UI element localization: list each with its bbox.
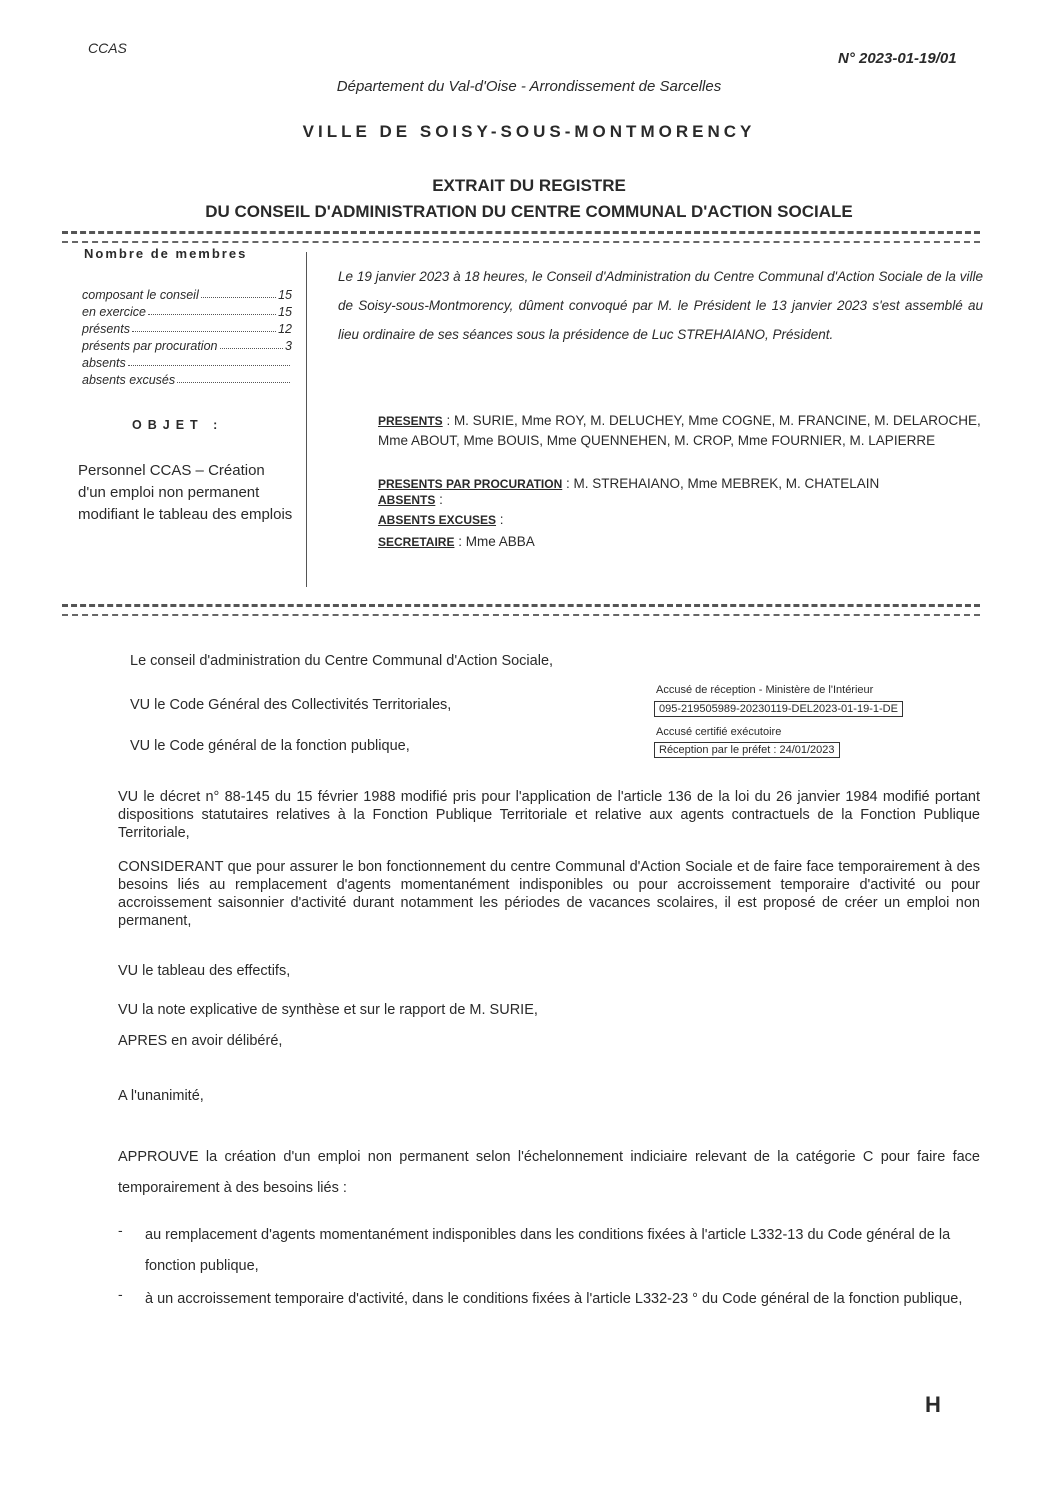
members-row-value: 12 xyxy=(278,322,292,336)
members-row-value: 3 xyxy=(285,339,292,353)
section-divider-secondary xyxy=(62,614,980,616)
members-row-value: 15 xyxy=(278,288,292,302)
bullet-marker: - xyxy=(118,1286,123,1302)
presents-label: PRESENTS xyxy=(378,414,443,428)
members-row xyxy=(82,305,292,319)
members-row-value: 15 xyxy=(278,305,292,319)
body-paragraph: VU le tableau des effectifs, xyxy=(118,963,291,979)
excuses-label: ABSENTS EXCUSES xyxy=(378,513,497,527)
members-row-label: absents excusés xyxy=(82,373,176,387)
presents-list: : M. SURIE, Mme ROY, M. DELUCHEY, Mme COGNE, M. FRANCINE, M. DELAROCHE, Mme ABOUT, Mme BOUIS, Mme QUENNEHEN, M. CROP, Mme FOURNIER, M. LAPIERRE xyxy=(378,413,981,448)
header-divider-secondary xyxy=(62,241,980,243)
members-row-label: présents xyxy=(82,322,130,336)
reference-number: N° 2023-01-19/01 xyxy=(838,50,957,67)
excuses-line xyxy=(378,510,983,530)
objet-text: Personnel CCAS – Création d'un emploi non permanent modifiant le tableau des emplois xyxy=(78,462,293,523)
section-divider xyxy=(62,604,980,607)
session-intro: Le 19 janvier 2023 à 18 heures, le Conseil d'Administration du Centre Communal d'Action Sociale de la ville de Soisy-sous-Montmorency, dûment convoqué par M. le Président le 13 janvier 2023 s'est assemblé au lieu ordinaire de ses séances sous la présidence de Luc STREHAIANO, Président. xyxy=(338,269,983,342)
document-title-line2: DU CONSEIL D'ADMINISTRATION DU CENTRE COMMUNAL D'ACTION SOCIALE xyxy=(205,202,853,221)
city-title: VILLE DE SOISY-SOUS-MONTMORENCY xyxy=(302,122,756,141)
reception-id-box: 095-219505989-20230119-DEL2023-01-19-1-DE xyxy=(654,701,903,717)
body-paragraph: VU le décret n° 88-145 du 15 février 1988 modifié pris pour l'application de l'article 136 de la loi du 26 janvier 1984 modifié portant dispositions statutaires relatives à la Fonction Publique Territoriale et relative aux agents contractuels de la Fonction Publique Territoriale, xyxy=(118,789,980,841)
body-paragraph: APRES en avoir délibéré, xyxy=(118,1033,283,1049)
bullet-text: au remplacement d'agents momentanément indisponibles dans les conditions fixées à l'article L332-13 du Code général de la fonction publique, xyxy=(145,1227,951,1274)
secretaire-name: : Mme ABBA xyxy=(454,534,535,549)
body-paragraph: Le conseil d'administration du Centre Communal d'Action Sociale, xyxy=(130,653,554,669)
initials-mark: H xyxy=(925,1392,941,1417)
organization-label: CCAS xyxy=(88,40,127,56)
presents-line xyxy=(378,411,983,451)
procuration-list: : M. STREHAIANO, Mme MEBREK, M. CHATELAIN xyxy=(562,476,880,491)
header-divider xyxy=(62,231,980,234)
absents-line xyxy=(378,490,983,510)
excuses-list: : xyxy=(496,512,504,527)
exec-box: Réception par le préfet : 24/01/2023 xyxy=(654,742,840,758)
bullet-marker: - xyxy=(118,1222,123,1238)
body-paragraph: A l'unanimité, xyxy=(118,1088,204,1104)
absents-list: : xyxy=(435,492,443,507)
absents-label: ABSENTS xyxy=(378,493,436,507)
body-paragraph: VU la note explicative de synthèse et sur le rapport de M. SURIE, xyxy=(118,1002,538,1018)
body-paragraph: CONSIDERANT que pour assurer le bon fonctionnement du centre Communal d'Action Sociale et de faire face temporairement à des besoins liés au remplacement d'agents momentanément indisponibles ou pour accroissement temporaire d'activité ou pour accroissement saisonnier d'activité durant notamment les périodes de vacances scolaires, il est proposé de créer un emploi non permanent, xyxy=(118,859,980,929)
members-row xyxy=(82,322,292,336)
members-row xyxy=(82,339,292,353)
bullet-text: à un accroissement temporaire d'activité, dans le conditions fixées à l'article L332-23 ° du Code général de la fonction publique, xyxy=(145,1291,963,1307)
members-row-label: présents par procuration xyxy=(82,339,218,353)
secretaire-line xyxy=(378,532,983,552)
procuration-label: PRESENTS PAR PROCURATION xyxy=(378,477,563,491)
members-title: Nombre de membres xyxy=(84,246,248,261)
body-paragraph: VU le Code Général des Collectivités Territoriales, xyxy=(130,697,452,713)
objet-title: OBJET : xyxy=(132,418,224,432)
members-row xyxy=(82,373,292,387)
members-row-label: en exercice xyxy=(82,305,146,319)
secretaire-label: SECRETAIRE xyxy=(378,535,455,549)
reception-caption: Accusé de réception - Ministère de l'Intérieur xyxy=(656,684,874,696)
exec-caption: Accusé certifié exécutoire xyxy=(656,726,782,738)
body-paragraph: APPROUVE la création d'un emploi non permanent selon l'échelonnement indiciaire relevant de la catégorie C pour faire face temporairement à des besoins liés : xyxy=(118,1149,980,1196)
body-paragraph: VU le Code général de la fonction publique, xyxy=(130,738,410,754)
column-separator xyxy=(306,252,307,587)
document-title-line1: EXTRAIT DU REGISTRE xyxy=(432,176,626,195)
members-row xyxy=(82,288,292,302)
members-row xyxy=(82,356,292,370)
department-line: Département du Val-d'Oise - Arrondissement de Sarcelles xyxy=(336,78,722,95)
members-row-label: absents xyxy=(82,356,126,370)
members-row-label: composant le conseil xyxy=(82,288,199,302)
